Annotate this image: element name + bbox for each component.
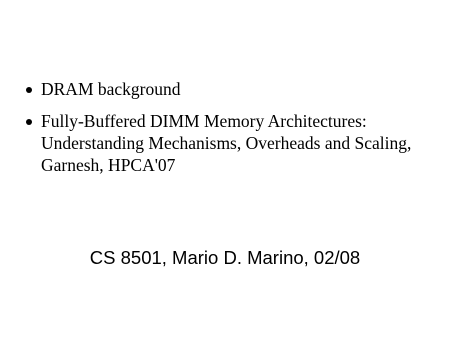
slide-footer: CS 8501, Mario D. Marino, 02/08 (89, 247, 361, 268)
bullet-item-fbdimm-paper (26, 110, 436, 176)
bullet-list (26, 78, 436, 186)
bullet-text: DRAM background (41, 79, 181, 99)
bullet-item-dram-background (26, 78, 436, 100)
bullet-dot-icon (26, 119, 32, 125)
bullet-text: Fully-Buffered DIMM Memory Architectures: Understanding Mechanisms, Overheads and Scaling, Garnesh, HPCA'07 (41, 111, 412, 175)
bullet-dot-icon (26, 87, 32, 93)
